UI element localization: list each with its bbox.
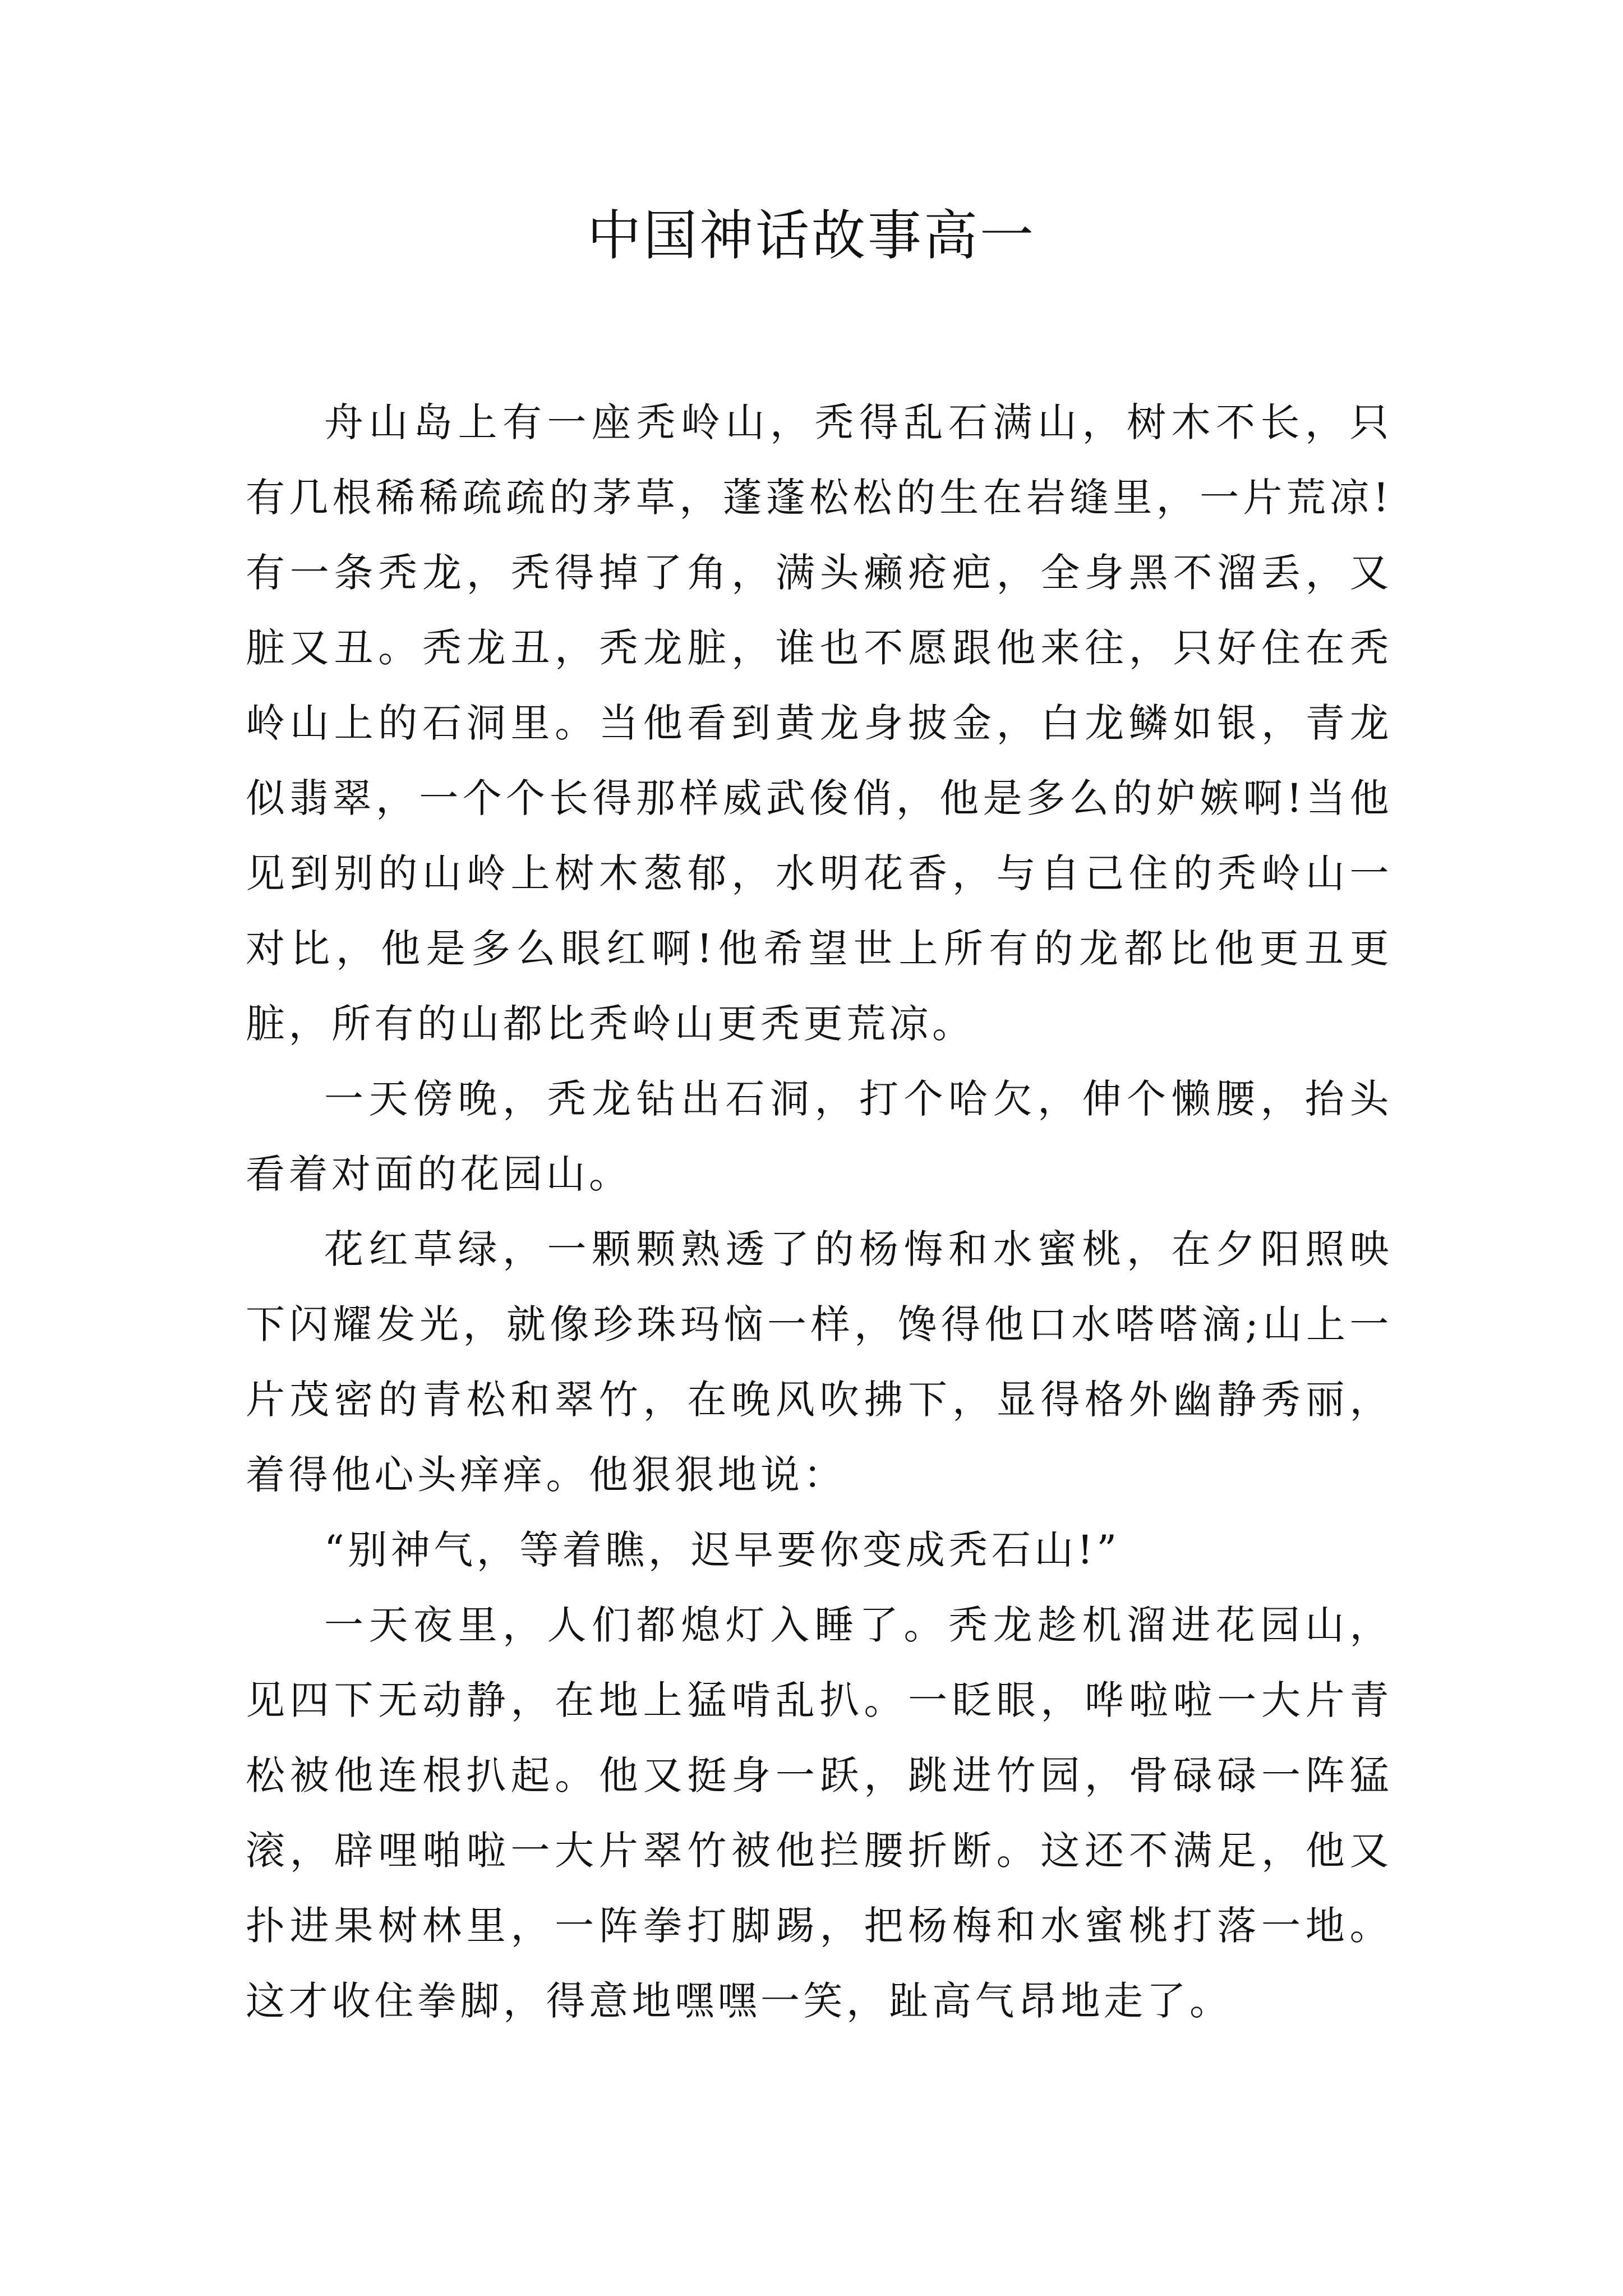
paragraph: 花红草绿，一颗颗熟透了的杨悔和水蜜桃，在夕阳照映下闪耀发光，就像珍珠玛恼一样，馋得他口水嗒嗒滴;山上一片茂密的青松和翠竹，在晚风吹拂下，显得格外幽静秀丽，着得他心头痒痒。他狠狠地说：	[246, 1226, 1393, 1498]
paragraph: 一天夜里，人们都熄灯入睡了。秃龙趁机溜进花园山，见四下无动静，在地上猛啃乱扒。一眨眼，哗啦啦一大片青松被他连根扒起。他又挺身一跃，跳进竹园，骨碌碌一阵猛滚，辟哩啪啦一大片翠竹被他拦腰折断。这还不满足，他又扑进果树林里，一阵拳打脚踢，把杨梅和水蜜桃打落一地。这才收住拳脚，得意地嘿嘿一笑，趾高气昂地走了。	[246, 1602, 1393, 2024]
paragraph: 一天傍晚，秃龙钻出石洞，打个哈欠，伸个懒腰，抬头看着对面的花园山。	[246, 1076, 1393, 1197]
paragraph-quote: “别神气，等着瞧，迟早要你变成秃石山!”	[324, 1527, 1121, 1573]
document-body	[246, 385, 1393, 2039]
paragraph: 舟山岛上有一座秃岭山，秃得乱石满山，树木不长，只有几根稀稀疏疏的茅草，蓬蓬松松的生在岩缝里，一片荒凉!有一条秃龙，秃得掉了角，满头癞疮疤，全身黑不溜丢，又脏又丑。秃龙丑，秃龙脏，谁也不愿跟他来往，只好住在秃岭山上的石洞里。当他看到黄龙身披金，白龙鳞如银，青龙似翡翠，一个个长得那样威武俊俏，他是多么的妒嫉啊!当他见到别的山岭上树木葱郁，水明花香，与自己住的秃岭山一对比，他是多么眼红啊!他希望世上所有的龙都比他更丑更脏，所有的山都比秃岭山更秃更荒凉。	[246, 399, 1393, 1047]
document-title: 中国神话故事高一	[587, 204, 1036, 267]
